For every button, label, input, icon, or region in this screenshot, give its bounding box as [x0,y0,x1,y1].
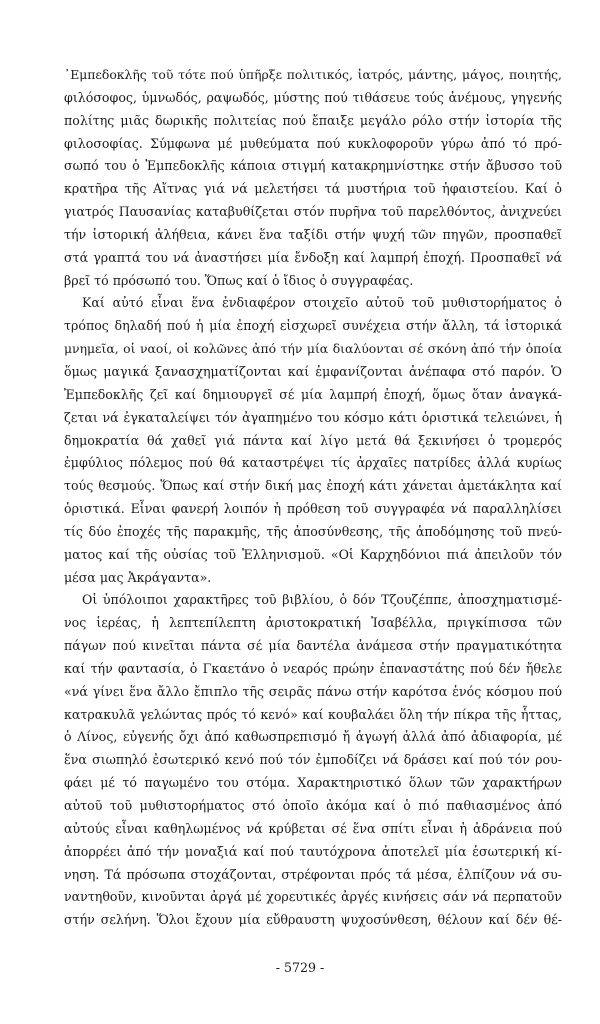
text-line: δημοκρατία θά χαθεῖ γιά πάντα καί λίγο μετά θά ξεκινήσει ὁ τρομερός [64,432,562,448]
text-line: καί τήν φαντασία, ὁ Γκαετάνο ὁ νεαρός πρώην ἐπαναστάτης πού δέν ἤθελε [64,660,562,676]
text-line: βρεῖ τό πρόσωπό του. Ὅπως καί ὁ ἴδιος ὁ συγγραφέας. [64,272,414,288]
text-line: μνημεῖα, οἱ ναοί, οἱ κολῶνες ἀπό τήν μία διαλύονται σέ σκόνη ἀπό τήν ὁποία [64,341,562,357]
text-line: τήν ἱστορική ἀλήθεια, κάνει ἕνα ταξίδι στήν ψυχή τῶν πηγῶν, προσπαθεῖ [64,226,562,242]
text-line: στήν σελήνη. Ὅλοι ἔχουν μία εὔθραυστη ψυχοσύνθεση, θέλουν καί δέν θέ- [64,912,562,928]
text-line: σωπό του ὁ Ἐμπεδοκλῆς κάποια στιγμή κατακρημνίστηκε στήν ἄβυσσο τοῦ [64,158,562,174]
text-line: Ἐμπεδοκλῆς ζεῖ καί δημιουργεῖ σέ μία λαμπρή ἐποχή, ὅμως ὅταν ἀναγκά- [64,386,562,402]
text-line: πάγων πού κινεῖται πάντα σέ μία δαντέλα ἀνάμεσα στήν πραγματικότητα [64,638,562,654]
text-line: ναντηθοῦν, κινοῦνται ἀργά μέ χορευτικές ἀργές κινήσεις σάν νά περπατοῦν [64,889,562,905]
text-line: γιατρός Παυσανίας καταβυθίζεται στόν πυρῆνα τοῦ παρελθόντος, ἀνιχνεύει [64,204,562,220]
body-text [64,64,562,955]
text-line: τρόπος δηλαδή πού ἡ μία ἐποχή εἰσχωρεῖ συνέχεια στήν ἄλλη, τά ἱστορικά [64,318,562,334]
text-line: ὁ Λίνος, εὐγενής ὄχι ἀπό καθωσπρεπισμό ἤ ἀγωγή ἀλλά ἀπό ἀδιαφορία, μέ [64,729,562,745]
text-line: φιλόσοφος, ὑμνωδός, ραψωδός, μύστης πού τιθάσευε τούς ἀνέμους, γηγενής [64,89,562,105]
text-line: ἀπορρέει ἀπό τήν μοναξιά καί πού ταυτόχρονα ἀποτελεῖ μία ἐσωτερική κί- [64,843,562,859]
text-line: ὅμως μαγικά ξανασχηματίζονται καί ἐμφανίζονται ἀνέπαφα στό παρόν. Ὁ [64,363,562,379]
text-line: νηση. Τά πρόσωπα στοχάζονται, στρέφονται πρός τά μέσα, ἐλπίζουν νά συ- [64,866,562,882]
text-line: κρατῆρα τῆς Αἴτνας γιά νά μελετήσει τά μυστήρια τοῦ ἡφαιστείου. Καί ὁ [64,181,562,197]
text-line: πολίτης μιᾶς δωρικῆς πολιτείας πού ἔπαιξε μεγάλο ρόλο στήν ἱστορία τῆς [64,112,562,128]
text-line: ᾿Εμπεδοκλῆς τοῦ τότε πού ὑπῆρξε πολιτικός, ἰατρός, μάντης, μάγος, ποιητής, [64,67,562,82]
text-line: στά γραπτά του νά ἀναστήσει μία ἔνδοξη καί λαμπρή ἐποχή. Προσπαθεῖ νά [64,249,562,265]
text-line: αὐτούς εἶναι καθηλωμένος νά κρύβεται σέ ἕνα σπίτι εἶναι ἡ ἀδράνεια πού [64,820,562,836]
text-line: φιλοσοφίας. Σύμφωνα μέ μυθεύματα πού κυκλοφοροῦν γύρω ἀπό τό πρό- [64,135,562,151]
text-line: τούς θεσμούς. Ὅπως καί στήν δική μας ἐποχή κάτι χάνεται ἀμετάκλητα καί [64,478,562,494]
text-line: φάει μέ τό παγωμένο του στόμα. Χαρακτηριστικό ὅλων τῶν χαρακτήρων [64,775,562,791]
text-line: κατρακυλᾶ γελώντας πρός τό κενό» καί κουβαλάει ὅλη τήν πίκρα τῆς ἧττας, [64,706,562,722]
text-line: αὐτοῦ τοῦ μυθιστορήματος στό ὁποῖο ἀκόμα καί ὁ πιό παθιασμένος ἀπό [64,798,562,813]
text-line: μέσα μας Ἀκράγαντα». [64,569,212,585]
text-line: νος ἱερέας, ἡ λεπτεπίλεπτη ἀριστοκρατική Ἰσαβέλλα, πριγκίπισσα τῶν [64,615,562,631]
text-line [64,932,562,955]
page-number: - 5729 - [275,960,325,975]
text-line: ἐμφύλιος πόλεμος πού θά καταστρέψει τίς ἀρχαῖες πατρίδες ἀλλά κυρίως [64,455,562,471]
text-line: «νά γίνει ἕνα ἄλλο ἔπιπλο τῆς σειρᾶς πάνω στήν καρότσα ἑνός κόσμου πού [64,683,562,699]
text-line: τίς δύο ἐποχές τῆς παρακμῆς, τῆς ἀποσύνθεσης, τῆς ἀποδόμησης τοῦ πνεύ- [64,523,562,539]
text-line: ζεται νά ἐγκαταλείψει τόν ἀγαπημένο του κόσμο κάτι ὁριστικά τελειώνει, ἡ [64,409,562,425]
text-line: Καί αὐτό εἶναι ἕνα ἐνδιαφέρον στοιχεῖο αὐτοῦ τοῦ μυθιστορήματος ὁ [82,295,562,311]
text-line: ματος καί τῆς οὐσίας τοῦ Ἑλληνισμοῦ. «Οἱ Καρχηδόνιοι πιά ἀπειλοῦν τόν [64,546,562,562]
text-line: ἕνα σιωπηλό ἐσωτερικό κενό πού τόν ἐμποδίζει νά δράσει καί πού τόν ρου- [64,752,562,768]
text-line: Οἱ ὑπόλοιποι χαρακτῆρες τοῦ βιβλίου, ὁ δόν Τζουζέππε, ἀποσχηματισμέ- [82,592,562,608]
text-line: ὁριστικά. Εἶναι φανερή λοιπόν ἡ πρόθεση τοῦ συγγραφέα νά παραλληλίσει [64,501,562,517]
